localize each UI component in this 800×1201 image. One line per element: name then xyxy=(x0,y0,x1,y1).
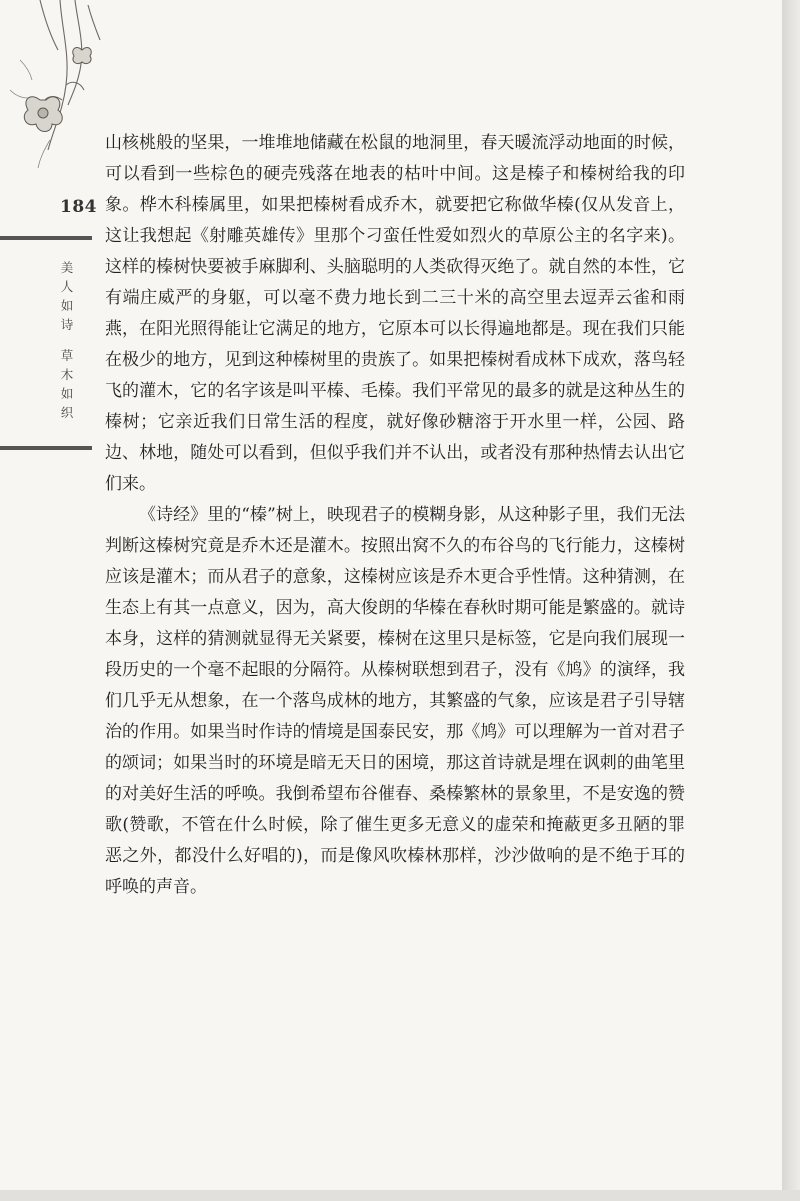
paragraph-2: 《诗经》里的“榛”树上，映现君子的模糊身影，从这种影子里，我们无法判断这榛树究竟是乔木还是灌木。按照出窝不久的布谷鸟的飞行能力，这榛树应该是灌木；而从君子的意象，这榛树应该是乔木更合乎性情。这种猜测，在生态上有其一点意义，因为，高大俊朗的华榛在春秋时期可能是繁盛的。就诗本身，这样的猜测就显得无关紧要，榛树在这里只是标签，它是向我们展现一段历史的一个毫不起眼的分隔符。从榛树联想到君子，没有《鸠》的演绎，我们几乎无从想象，在一个落鸟成林的地方，其繁盛的气象，应该是君子引导辖治的作用。如果当时作诗的情境是国泰民安，那《鸠》可以理解为一首对君子的颂词；如果当时的环境是暗无天日的困境，那这首诗就是埋在讽刺的曲笔里的对美好生活的呼唤。我倒希望布谷催春、桑榛繁林的景象里，不是安逸的赞歌(赞歌，不管在什么时候，除了催生更多无意义的虚荣和掩蔽更多丑陋的罪恶之外，都没什么好唱的)，而是像风吹榛林那样，沙沙做响的是不绝于耳的呼唤的声音。 xyxy=(105,505,685,897)
footer-rule xyxy=(0,446,92,450)
header-rule xyxy=(0,236,92,240)
running-title-part-2: 草木如织 xyxy=(60,348,74,420)
running-title xyxy=(58,258,76,422)
running-title-gap xyxy=(58,334,76,346)
page-edge-bottom xyxy=(0,1190,800,1201)
page-edge-right xyxy=(782,0,800,1201)
floral-ornament-icon xyxy=(0,0,110,170)
paragraph-1: 山核桃般的坚果，一堆堆地储藏在松鼠的地洞里，春天暖流浮动地面的时候，可以看到一些棕色的硬壳残落在地表的枯叶中间。这是榛子和榛树给我的印象。桦木科榛属里，如果把榛树看成乔木，就要把它称做华榛(仅从发音上，这让我想起《射雕英雄传》里那个刁蛮任性爱如烈火的草原公主的名字来)。这样的榛树快要被手麻脚利、头脑聪明的人类砍得灭绝了。就自然的本性，它有端庄威严的身躯，可以毫不费力地长到二三十米的高空里去逗弄云雀和雨燕，在阳光照得能让它满足的地方，它原本可以长得遍地都是。现在我们只能在极少的地方，见到这种榛树里的贵族了。如果把榛树看成林下成欢，落鸟轻飞的灌木，它的名字该是叫平榛、毛榛。我们平常见的最多的就是这种丛生的榛树；它亲近我们日常生活的程度，就好像砂糖溶于开水里一样，公园、路边、林地，随处可以看到，但似乎我们并不认出，或者没有那种热情去认出它们来。 xyxy=(105,133,685,494)
body-text xyxy=(105,128,685,903)
page-number: 184 xyxy=(60,197,97,217)
running-title-part-1: 美人如诗 xyxy=(60,260,74,332)
